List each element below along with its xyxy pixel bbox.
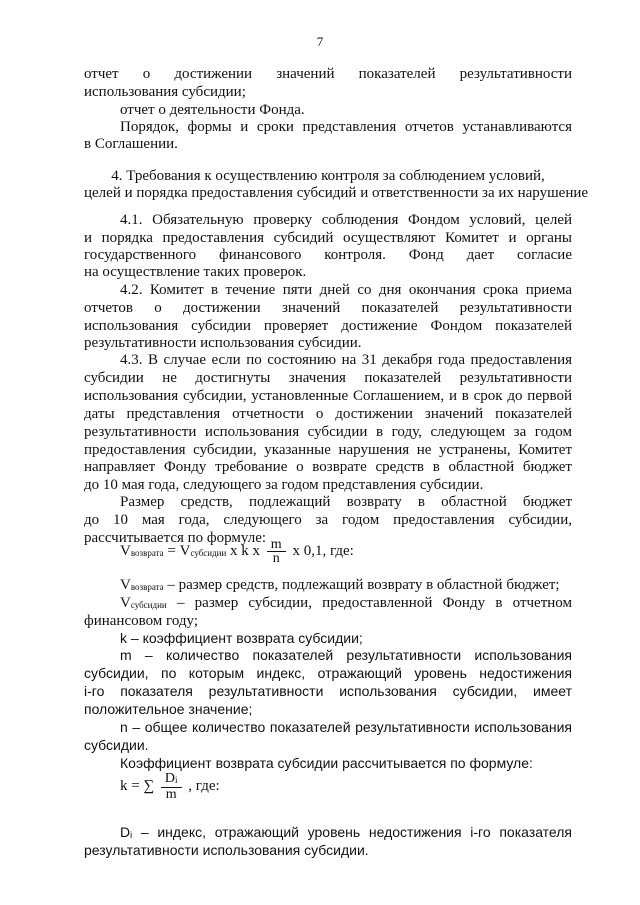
text-line: 4.2. Комитет в течение пяти дней со дня окончания срока приема: [120, 282, 572, 298]
text-line: 4.3. В случае если по состоянию на 31 декабря года предоставления: [120, 352, 572, 368]
formula-k: k = ∑: [120, 777, 158, 794]
var-v: V: [120, 577, 131, 593]
definition-line: [120, 824, 572, 844]
text-line: рассчитывается по формуле:: [84, 530, 267, 546]
text-line: k – коэффициент возврата субсидии;: [120, 630, 363, 646]
text-line: n – общее количество показателей результативности использования: [120, 719, 572, 735]
text-line: i-го показателя результативности использования субсидии, имеет: [84, 683, 572, 699]
text-line: отчетов о достижении значений показателей результативности: [84, 300, 572, 316]
var-sub: возврата: [130, 582, 164, 592]
formula-part: = V: [163, 542, 191, 559]
var-v: V: [120, 595, 131, 611]
fraction: [161, 772, 182, 801]
text-line: Порядок, формы и сроки представления отчетов устанавливаются: [120, 119, 572, 135]
var-sub: субсидии: [130, 600, 167, 610]
formula-v: V: [120, 542, 131, 559]
formula-refund: [120, 538, 354, 565]
text-line: в Соглашении.: [84, 136, 178, 152]
text-line: государственного финансового контроля. Фонд дает согласие: [84, 247, 572, 263]
formula-part: x 0,1, где:: [288, 542, 354, 559]
text-line: использования субсидии;: [84, 84, 246, 100]
fraction-numerator: m: [267, 538, 286, 552]
formula-part: , где:: [184, 777, 220, 794]
fraction-denominator: m: [165, 787, 177, 802]
formula-coefficient: [120, 772, 220, 801]
formula-sub: субсидии: [190, 547, 227, 558]
fraction-numerator: [161, 772, 182, 788]
text-line: до 10 мая года, следующего за годом предоставления субсидии,: [84, 512, 572, 528]
definition-line: [120, 577, 572, 596]
formula-sub: возврата: [130, 547, 164, 558]
section-heading: целей и порядка предоставления субсидий и ответственности за их нарушение: [84, 185, 589, 201]
text-line: результативности использования субсидии.: [84, 842, 369, 858]
text-line: предоставления субсидии, указанные нарушения не устранены, Комитет: [84, 442, 572, 458]
var-sub: i: [130, 830, 133, 840]
text-line: использования субсидии проверяет достижение Фондом показателей: [84, 318, 572, 334]
text-line: на осуществление таких проверок.: [84, 264, 307, 280]
text-line: положительное значение;: [84, 701, 253, 717]
text-line: результативности использования субсидии в году, следующем за годом: [84, 424, 572, 440]
text-line: субсидии, по которым индекс, отражающий уровень недостижения: [84, 665, 572, 681]
definition-text: – размер средств, подлежащий возврату в областной бюджет;: [163, 577, 560, 593]
definition-line: [120, 595, 572, 614]
definition-text: – индекс, отражающий уровень недостижения i-го показателя: [132, 824, 572, 840]
fraction-d-sub: i: [175, 775, 178, 785]
definition-text: – размер субсидии, предоставленной Фонду в отчетном: [166, 595, 572, 611]
fraction-d: D: [164, 771, 176, 786]
text-line: результативности использования субсидии.: [84, 335, 362, 351]
var-d: D: [120, 824, 131, 840]
text-line: использования субсидии, установленные Соглашением, и в срок до первой: [84, 388, 572, 404]
fraction: [267, 538, 286, 565]
text-line: до 10 мая года, следующего за годом представления субсидии.: [84, 477, 484, 493]
fraction-denominator: n: [272, 551, 280, 566]
page-number: 7: [316, 34, 324, 49]
section-heading: 4. Требования к осуществлению контроля за соблюдением условий,: [111, 168, 545, 184]
text-line: направляет Фонду требование о возврате средств в областной бюджет: [84, 459, 572, 475]
text-line: и порядка предоставления субсидий осуществляют Комитет и органы: [84, 230, 572, 246]
text-line: отчет о достижении значений показателей результативности: [84, 66, 572, 82]
text-line: отчет о деятельности Фонда.: [120, 102, 305, 118]
text-line: Коэффициент возврата субсидии рассчитывается по формуле:: [120, 755, 533, 771]
formula-part: x k x: [226, 542, 264, 559]
text-line: субсидии.: [84, 737, 149, 753]
text-line: даты представления отчетности о достижении значений показателей: [84, 406, 572, 422]
text-line: финансовом году;: [84, 613, 199, 629]
text-line: Размер средств, подлежащий возврату в областной бюджет: [120, 494, 572, 510]
text-line: m – количество показателей результативности использования: [120, 647, 572, 663]
text-line: 4.1. Обязательную проверку соблюдения Фондом условий, целей: [120, 212, 572, 228]
text-line: субсидии не достигнуты значения показателей результативности: [84, 370, 572, 386]
